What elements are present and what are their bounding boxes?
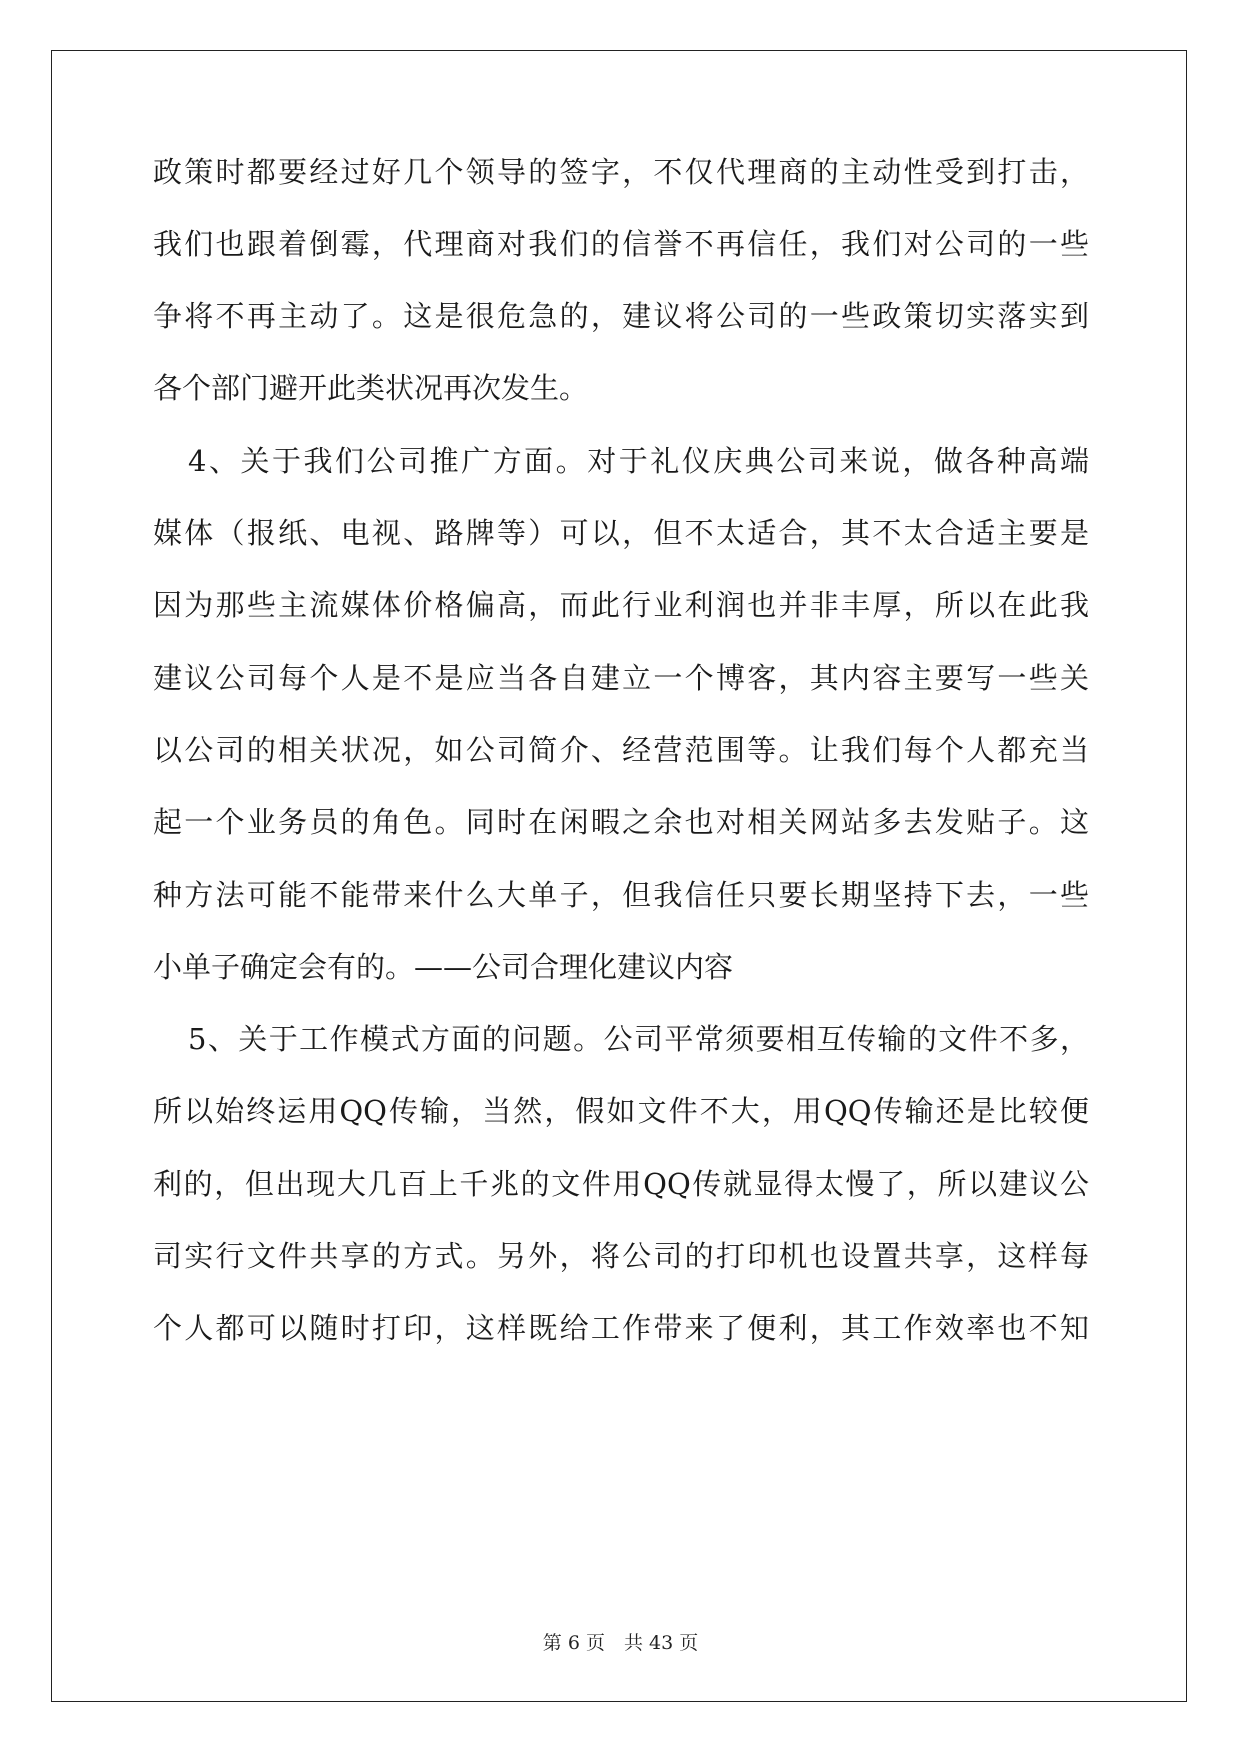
text-line: 小单子确定会有的。——公司合理化建议内容 <box>153 950 734 984</box>
text-line: 各个部门避开此类状况再次发生。 <box>153 371 589 405</box>
text-line: 起一个业务员的角色。同时在闲暇之余也对相关网站多去发贴子。这 <box>153 805 1089 839</box>
paragraph-start-line: 4、关于我们公司推广方面。对于礼仪庆典公司来说，做各种高端 <box>188 444 1089 478</box>
text-line: 媒体（报纸、电视、路牌等）可以，但不太适合，其不太合适主要是 <box>153 516 1089 550</box>
text-line: 政策时都要经过好几个领导的签字，不仅代理商的主动性受到打击， <box>153 155 1089 189</box>
text-line: 争将不再主动了。这是很危急的，建议将公司的一些政策切实落实到 <box>153 299 1089 333</box>
text-line: 因为那些主流媒体价格偏高，而此行业利润也并非丰厚，所以在此我 <box>153 588 1089 622</box>
text-line: 个人都可以随时打印，这样既给工作带来了便利，其工作效率也不知 <box>153 1311 1089 1345</box>
page-number: 第 6 页 共 43 页 <box>542 1632 699 1654</box>
text-line: 建议公司每个人是不是应当各自建立一个博客，其内容主要写一些关 <box>153 661 1089 695</box>
text-line: 以公司的相关状况，如公司简介、经营范围等。让我们每个人都充当 <box>153 733 1089 767</box>
text-line: 所以始终运用QQ传输，当然，假如文件不大，用QQ传输还是比较便 <box>153 1094 1089 1128</box>
text-line: 我们也跟着倒霉，代理商对我们的信誉不再信任，我们对公司的一些 <box>153 227 1089 261</box>
text-line: 利的，但出现大几百上千兆的文件用QQ传就显得太慢了，所以建议公 <box>153 1167 1089 1201</box>
text-line: 司实行文件共享的方式。另外，将公司的打印机也设置共享，这样每 <box>153 1239 1089 1273</box>
text-line: 种方法可能不能带来什么大单子，但我信任只要长期坚持下去，一些 <box>153 878 1089 912</box>
paragraph-start-line: 5、关于工作模式方面的问题。公司平常须要相互传输的文件不多， <box>188 1022 1089 1056</box>
